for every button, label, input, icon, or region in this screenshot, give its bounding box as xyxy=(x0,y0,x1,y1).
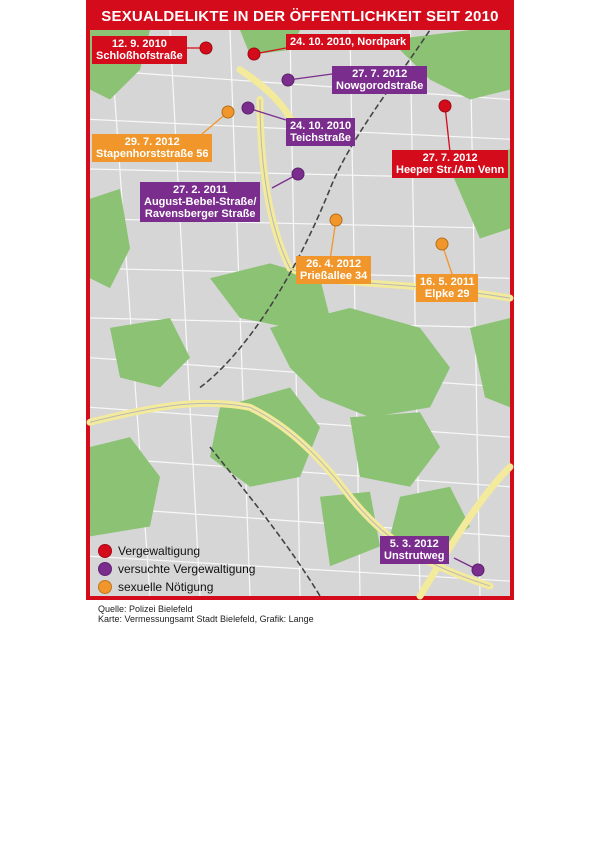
incident-marker-10[interactable] xyxy=(472,564,485,577)
incident-date: 29. 7. 2012 xyxy=(124,136,180,148)
incident-label-4 xyxy=(392,150,508,178)
map-credits xyxy=(98,604,458,624)
leader-lines xyxy=(90,30,510,600)
incident-date: 27. 2. 2011 xyxy=(173,184,228,196)
purple-leaders xyxy=(248,74,478,570)
incident-marker-7[interactable] xyxy=(292,168,305,181)
incident-marker-8[interactable] xyxy=(330,214,343,227)
incident-marker-3[interactable] xyxy=(282,74,295,87)
incident-date: 12. 9. 2010 xyxy=(111,38,167,50)
legend-item-versucht xyxy=(98,560,318,578)
legend-dot xyxy=(98,580,112,594)
legend-item-vergewaltigung xyxy=(98,542,318,560)
incident-marker-5[interactable] xyxy=(222,106,235,119)
incident-place: Teichstraße xyxy=(290,132,352,144)
incident-date: 16. 5. 2011 xyxy=(420,276,475,288)
incident-marker-2[interactable] xyxy=(248,48,261,61)
incident-place: Elpke 29 xyxy=(424,288,470,300)
legend-label: versuchte Vergewaltigung xyxy=(118,562,256,576)
incident-label-1 xyxy=(92,36,187,64)
incident-marker-1[interactable] xyxy=(200,42,213,55)
incident-place: Heeper Str./Am Venn xyxy=(396,164,505,176)
incident-place: Schloßhofstraße xyxy=(96,50,183,62)
incident-label-6 xyxy=(286,118,355,146)
credits-map: Karte: Vermessungsamt Stadt Bielefeld, Grafik: Lange xyxy=(98,614,314,624)
incident-label-2 xyxy=(286,34,410,50)
incident-label-3 xyxy=(332,66,427,94)
legend-label: Vergewaltigung xyxy=(118,544,201,558)
incident-place-2: Ravensberger Straße xyxy=(144,208,256,220)
incident-label-5 xyxy=(92,134,212,162)
incident-date: 27. 7. 2012 xyxy=(352,68,408,80)
legend-dot xyxy=(98,544,112,558)
incident-place: Unstrutweg xyxy=(384,550,445,562)
incident-marker-4[interactable] xyxy=(439,100,452,113)
incident-date: 24. 10. 2010 xyxy=(290,120,352,132)
legend-dot xyxy=(98,562,112,576)
incident-date: 26. 4. 2012 xyxy=(306,258,362,270)
incident-date: 24. 10. 2010, Nordpark xyxy=(290,36,407,48)
incident-place: Prießallee 34 xyxy=(300,270,368,282)
incident-place: August-Bebel-Straße/ xyxy=(144,196,257,208)
legend-item-noetigung xyxy=(98,578,318,596)
legend-label: sexuelle Nötigung xyxy=(118,580,214,594)
incident-marker-9[interactable] xyxy=(436,238,449,251)
incident-date: 27. 7. 2012 xyxy=(422,152,478,164)
credits-source: Quelle: Polizei Bielefeld xyxy=(98,604,193,614)
incident-place: Stapenhorststraße 56 xyxy=(96,148,209,160)
incident-place: Nowgorodstraße xyxy=(336,80,424,92)
incident-label-7 xyxy=(140,182,260,222)
incident-label-8 xyxy=(296,256,371,284)
incident-marker-6[interactable] xyxy=(242,102,255,115)
incident-date: 5. 3. 2012 xyxy=(389,538,439,550)
incident-label-10 xyxy=(380,536,449,564)
map-frame xyxy=(86,0,514,624)
incident-label-9 xyxy=(416,274,478,302)
map-title: SEXUALDELIKTE IN DER ÖFFENTLICHKEIT SEIT 2010 xyxy=(90,4,510,30)
map-area xyxy=(90,30,510,624)
map-legend xyxy=(98,542,318,596)
